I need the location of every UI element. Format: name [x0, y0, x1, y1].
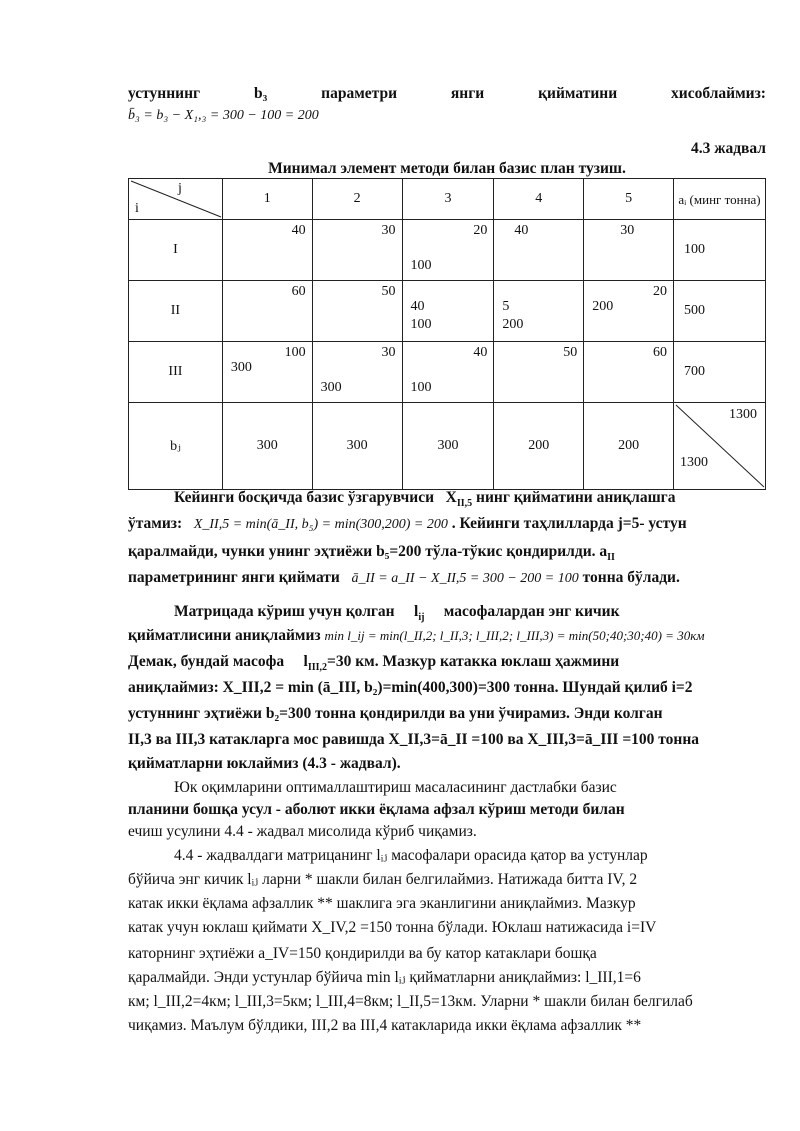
row-label: I	[129, 220, 223, 281]
top-word: устуннинг	[128, 85, 201, 102]
table-cell	[584, 220, 674, 281]
para2-line7: қийматларни юклаймиз (4.3 - жадвал).	[128, 755, 401, 772]
table-number: 4.3 жадвал	[690, 140, 766, 157]
cost-value: 30	[381, 345, 396, 360]
cost-value: 60	[653, 345, 668, 360]
table-cell	[222, 342, 312, 403]
para1-line3	[128, 542, 766, 568]
allocation-value: 300	[230, 360, 252, 375]
para1-line4	[128, 568, 766, 589]
column-header: 3	[402, 179, 494, 220]
table-cell	[494, 342, 584, 403]
ai-value: 700	[674, 342, 766, 403]
para-text: қаралмайди, чунки унинг эҳтиёжи b₅=200 тўла-тўкис қондирилди. a	[128, 543, 608, 560]
para4-line1: 4.4 - жадвалдаги матрицанинг lᵢⱼ масофалари орасида қатор ва устунлар	[174, 847, 648, 864]
table-cell	[312, 220, 402, 281]
para-formula: ā_II = a_II − X_II,5 = 300 − 200 = 100	[351, 571, 579, 586]
allocation-value: 100	[410, 380, 432, 395]
table-cell	[312, 281, 402, 342]
allocation-value: 100	[410, 258, 432, 273]
para3-line1: Юк оқимларини оптималлаштириш масаласининг дастлабки базис	[174, 779, 617, 796]
cost-value: 40	[514, 223, 529, 238]
b-value: 300	[312, 403, 402, 490]
table-cell	[222, 220, 312, 281]
table-cell	[402, 220, 494, 281]
para4-line5: каторнинг эҳтиёжи a_IV=150 қондирилди ва бу катор катаклари бошқа	[128, 945, 597, 962]
table-cell	[494, 281, 584, 342]
para-text: Матрицада кўриш учун қолган	[174, 603, 395, 620]
total-top: 1300	[729, 407, 757, 422]
para-text: =30 км. Мазкур катакка юклаш ҳажмини	[327, 653, 620, 670]
para-text: масофалардан энг кичик	[443, 603, 620, 620]
para4-line4: катак учун юклаш қиймати X_IV,2 =150 тонна бўлади. Юклаш натижасида i=IV	[128, 919, 657, 936]
column-header: 5	[584, 179, 674, 220]
para1-line2	[128, 514, 766, 535]
para2-line4: аниқлаймиз: X_III,2 = min (ā_III, b₂)=min(400,300)=300 тонна. Шундай қилиб i=2	[128, 679, 693, 696]
para-text: тонна бўлади.	[582, 569, 680, 586]
corner-cell	[129, 179, 223, 220]
para2-line2	[128, 626, 766, 646]
top-word: хисоблаймиз:	[671, 85, 766, 102]
column-header: 1	[222, 179, 312, 220]
allocation-value: 100	[410, 317, 432, 332]
cost-value: 30	[620, 223, 635, 238]
allocation-value: 40	[410, 299, 425, 314]
cost-value: 60	[291, 284, 306, 299]
para-text: нинг қийматини аниқлашга	[476, 489, 676, 506]
cost-value: 40	[291, 223, 306, 238]
para3-line2: планини бошқа усул - аболют икки ёқлама афзал кўриш методи билан	[128, 801, 625, 818]
para2-line3	[128, 652, 766, 678]
para-formula: X_II,5 = min(ā_II, b₅) = min(300,200) = 200	[193, 517, 448, 532]
para-text: Кейинги босқичда базис ўзгарувчиси	[174, 489, 435, 506]
cost-value: 100	[284, 345, 306, 360]
para4-line3: катак икки ёқлама афзаллик ** шаклига эга эканлигини аниқлаймиз. Мазкур	[128, 895, 636, 912]
b-value: 200	[494, 403, 584, 490]
para-subscript: II	[607, 552, 615, 564]
table-cell	[584, 342, 674, 403]
b-value: 200	[584, 403, 674, 490]
para1-line1	[174, 488, 766, 514]
row-label: II	[129, 281, 223, 342]
para-subscript: II,5	[456, 498, 473, 510]
para-text: l	[303, 653, 308, 670]
table-cell	[494, 220, 584, 281]
para-text: X	[445, 489, 457, 506]
para-text: Демак, бундай масофа	[128, 653, 285, 670]
para-subscript: ij	[418, 612, 425, 624]
para-text: l	[414, 603, 419, 620]
row-label: III	[129, 342, 223, 403]
table-cell	[584, 281, 674, 342]
diagonal-line-icon	[129, 179, 223, 219]
total-bottom: 1300	[680, 455, 709, 470]
para-subscript: III,2	[307, 662, 328, 674]
allocation-value: 200	[502, 317, 524, 332]
cost-value: 20	[473, 223, 488, 238]
ai-value: 500	[674, 281, 766, 342]
top-word: параметри	[321, 85, 398, 102]
cost-value: 40	[473, 345, 488, 360]
b-label: bⱼ	[129, 403, 223, 490]
para-text: параметрининг янги қиймати	[128, 569, 340, 586]
transport-table	[128, 178, 766, 490]
column-header: 4	[494, 179, 584, 220]
para-text: ўтамиз:	[128, 515, 183, 532]
table-cell	[312, 342, 402, 403]
top-word: янги	[450, 85, 485, 102]
para2-line6: II,3 ва III,3 катакларга мос равишда X_II,3=ā_II =100 ва X_III,3=ā_III =100 тонна	[128, 731, 700, 748]
top-word: қийматини	[538, 85, 618, 102]
cost-value: 50	[381, 284, 396, 299]
table-cell	[402, 342, 494, 403]
para4-line8: чиқамиз. Маълум бўлдики, III,2 ва III,4 катакларида икки ёқлама афзаллик **	[128, 1017, 642, 1034]
top-word: b₃	[253, 85, 268, 102]
cost-value: 30	[381, 223, 396, 238]
top-formula: b̄₃ = b₃ − X₁,₃ = 300 − 100 = 200	[128, 108, 319, 123]
cost-value: 50	[563, 345, 578, 360]
column-header: 2	[312, 179, 402, 220]
total-cell	[674, 403, 766, 490]
para4-line2: бўйича энг кичик lᵢⱼ ларни * шакли билан белгилаймиз. Натижада битта IV, 2	[128, 871, 638, 888]
ai-header: aᵢ (минг тонна)	[674, 179, 766, 220]
b-value: 300	[402, 403, 494, 490]
cost-value: 20	[653, 284, 668, 299]
table-cell	[402, 281, 494, 342]
ai-value: 100	[674, 220, 766, 281]
para2-line5: устуннинг эҳтиёжи b₂=300 тонна қондирилди ва уни ўчирамиз. Энди колган	[128, 705, 663, 722]
table-caption: Минимал элемент методи билан базис план тузиш.	[268, 160, 626, 177]
b-value: 300	[222, 403, 312, 490]
para-text: қийматлисини аниқлаймиз	[128, 627, 321, 644]
para-text: . Кейинги таҳлилларда j=5- устун	[451, 515, 687, 532]
para-formula: min l_ij = min(l_II,2; l_II,3; l_III,2; l_III,3) = min(50;40;30;40) = 30км	[324, 628, 705, 643]
allocation-value: 300	[320, 380, 342, 395]
para4-line7: км; l_III,2=4км; l_III,3=5км; l_III,4=8км; l_II,5=13км. Уларни * шакли билан белгилаб	[128, 993, 693, 1010]
para3-line3: ечиш усулини 4.4 - жадвал мисолида кўриб чиқамиз.	[128, 823, 477, 840]
allocation-value: 5	[502, 299, 510, 314]
allocation-value: 200	[592, 299, 614, 314]
corner-i: i	[135, 201, 139, 216]
table-cell	[222, 281, 312, 342]
top-text-line	[128, 84, 766, 104]
para2-line1	[174, 602, 766, 628]
para4-line6: қаралмайди. Энди устунлар бўйича min lᵢⱼ қийматларни аниқлаймиз: l_III,1=6	[128, 969, 641, 986]
corner-j: j	[177, 181, 182, 196]
